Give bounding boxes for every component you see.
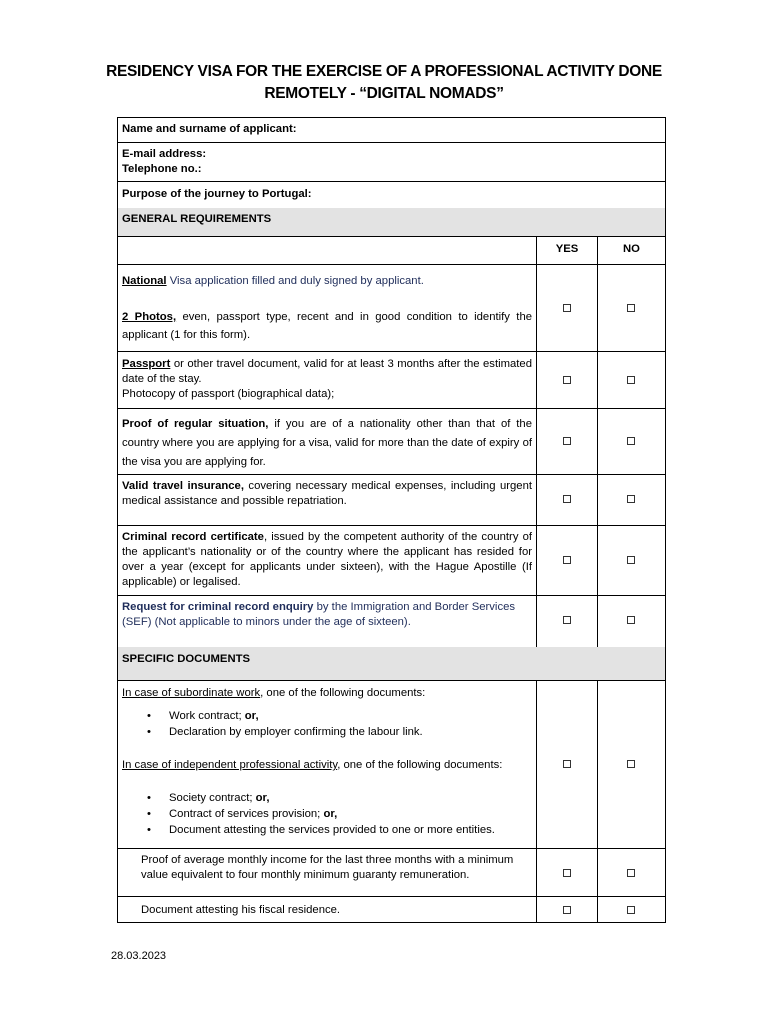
form-title-line2: REMOTELY - “DIGITAL NOMADS” [264,85,504,102]
list-item-bold: or, [244,710,259,722]
independent-list [122,791,532,838]
row-divider [117,142,666,143]
column-divider [597,236,598,647]
enquiry-line2: (SEF) (Not applicable to minors under the age of sixteen). [122,616,411,628]
row-divider [117,408,666,409]
row-divider [117,181,666,182]
yes-checkbox[interactable] [563,616,571,624]
criminal-bold: Criminal record certificate [122,531,264,543]
requirement-passport [122,357,532,402]
passport-bold: Passport [122,358,171,370]
applicant-name-label: Name and surname of applicant: [122,123,297,135]
enquiry-bold: Request for criminal record enquiry [122,601,314,613]
row-divider [117,236,666,237]
yes-checkbox[interactable] [563,495,571,503]
yes-checkbox[interactable] [563,376,571,384]
bullet: • [147,808,151,820]
list-item-bold: or, [255,792,270,804]
row-divider [117,264,666,265]
list-item [122,791,532,806]
yes-checkbox[interactable] [563,760,571,768]
requirement-travel-insurance [122,479,532,509]
row-divider [117,896,666,897]
no-checkbox[interactable] [627,376,635,384]
no-checkbox[interactable] [627,437,635,445]
no-checkbox[interactable] [627,495,635,503]
form-title [0,61,768,105]
yes-checkbox[interactable] [563,304,571,312]
row-divider [117,525,666,526]
requirement-employment-documents [122,686,532,838]
requirement-criminal-record [122,530,532,590]
subordinate-text: , one of the following documents: [260,687,426,699]
requirement-record-enquiry [122,600,532,630]
list-item [122,807,532,822]
list-item [122,709,532,724]
form-title-line1: RESIDENCY VISA FOR THE EXERCISE OF A PROFESSIONAL ACTIVITY DONE [106,63,662,80]
list-item-text: Contract of services provision; [169,808,324,820]
row-divider [117,680,666,681]
email-label: E-mail address: [122,148,207,160]
independent-heading: In case of independent professional activity [122,759,338,771]
bullet: • [147,726,151,738]
insurance-text: covering necessary medical expenses, including urgent medical assistance and possible repatriation. [122,480,532,507]
no-checkbox[interactable] [627,869,635,877]
list-item-text: Document attesting the services provided to one or more entities. [169,824,495,836]
requirement-regular-situation [122,415,532,472]
bullet: • [147,824,151,836]
visa-app-text: Visa application filled and duly signed by applicant. [166,275,424,287]
yes-checkbox[interactable] [563,869,571,877]
list-item-text: Work contract; [169,710,245,722]
list-item [122,725,532,740]
purpose-label: Purpose of the journey to Portugal: [122,188,312,200]
photos-bold: 2 Photos, [122,311,177,323]
row-divider [117,474,666,475]
requirement-fiscal-residence: Document attesting his fiscal residence. [141,904,341,916]
no-checkbox[interactable] [627,304,635,312]
yes-checkbox[interactable] [563,556,571,564]
photos-text: even, passport type, recent and in good condition to identify the applicant (1 for this form). [122,311,533,341]
yes-checkbox[interactable] [563,906,571,914]
yes-checkbox[interactable] [563,437,571,445]
telephone-label: Telephone no.: [122,163,202,175]
no-checkbox[interactable] [627,556,635,564]
bullet: • [147,792,151,804]
regular-bold: Proof of regular situation, [122,418,269,430]
enquiry-text: by the Immigration and Border Services [313,601,516,613]
column-divider [597,680,598,923]
footer-date: 28.03.2023 [111,950,167,962]
list-item [122,823,532,838]
no-checkbox[interactable] [627,616,635,624]
general-requirements-heading: GENERAL REQUIREMENTS [122,213,272,225]
row-divider [117,351,666,352]
independent-text: , one of the following documents: [337,759,503,771]
no-column-header: NO [623,243,640,255]
bullet: • [147,710,151,722]
specific-documents-heading: SPECIFIC DOCUMENTS [122,653,251,665]
no-checkbox[interactable] [627,906,635,914]
requirement-income-proof: Proof of average monthly income for the last three months with a minimum value equivalent to four monthly minimum guaranty remuneration. [141,854,514,881]
list-item-text: Society contract; [169,792,256,804]
subordinate-heading: In case of subordinate work [122,687,261,699]
row-divider [117,848,666,849]
column-divider [536,236,537,647]
insurance-bold: Valid travel insurance, [122,480,244,492]
row-divider [117,595,666,596]
subordinate-list [122,709,532,740]
requirement-visa-photos [122,274,532,344]
no-checkbox[interactable] [627,760,635,768]
list-item-text: Declaration by employer confirming the labour link. [169,726,423,738]
passport-photocopy: Photocopy of passport (biographical data); [122,388,335,400]
criminal-text: , issued by the competent authority of the country of the applicant’s nationality or of the country where the applicant has resided for over a year (except for applicants under sixteen), with the Hague Apostille (If applicable) or legalised. [122,531,532,588]
regular-text: if you are of a nationality other than that of the country where you are applying for a visa, valid for more than the date of expiry of the visa you are applying for. [122,418,532,468]
visa-app-bold: National [122,275,167,287]
yes-column-header: YES [555,243,579,255]
passport-text: or other travel document, valid for at least 3 months after the estimated date of the stay. [122,358,532,385]
column-divider [536,680,537,923]
list-item-bold: or, [323,808,338,820]
